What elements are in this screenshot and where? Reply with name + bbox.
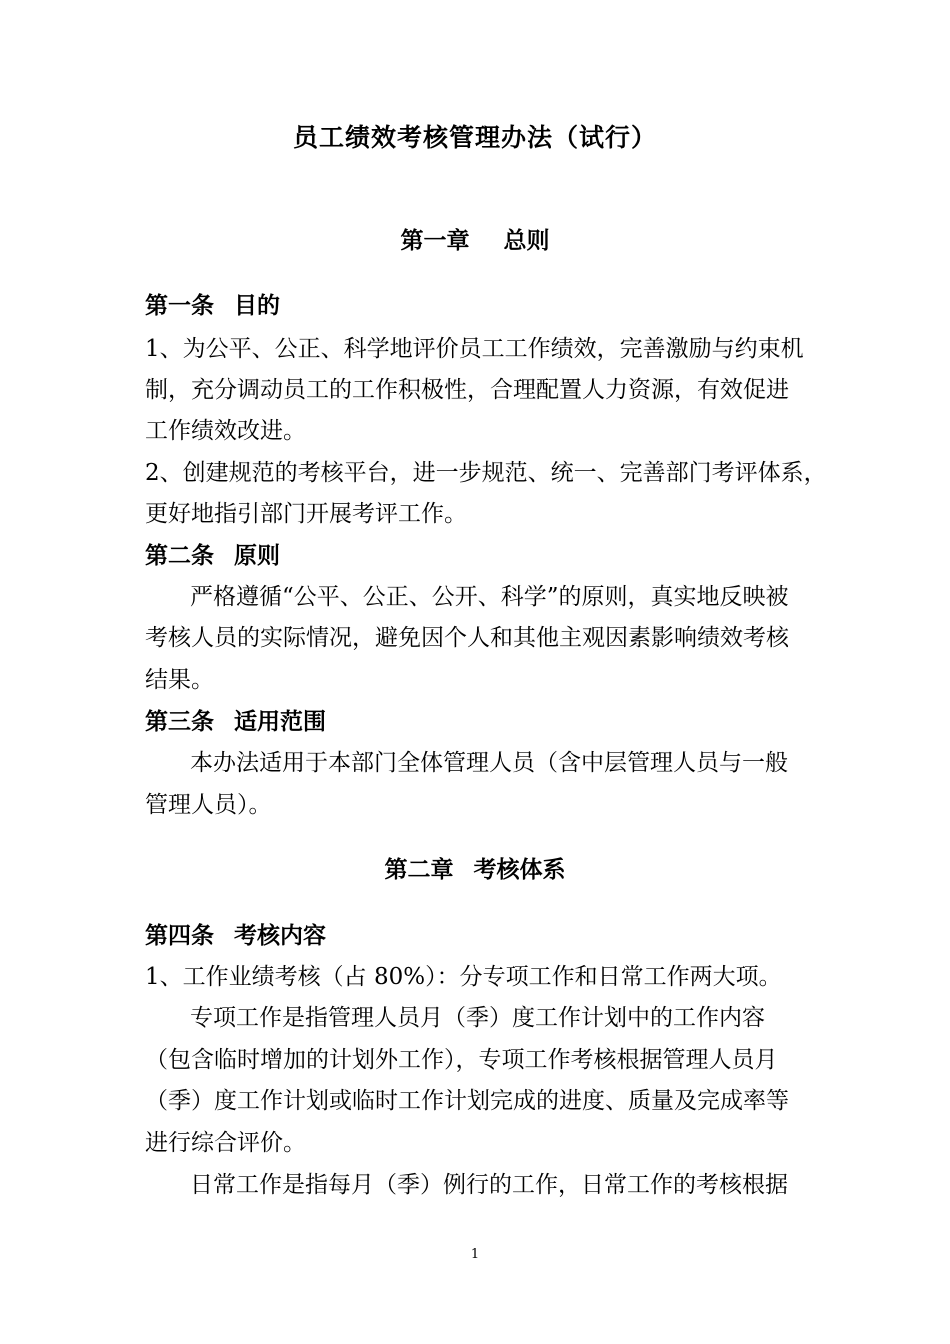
article-1-line: 更好地指引部门开展考评工作。 bbox=[145, 501, 467, 527]
article-4-name: 考核内容 bbox=[234, 922, 326, 949]
article-1-line: 制，充分调动员工的工作积极性，合理配置人力资源，有效促进 bbox=[145, 377, 789, 403]
article-2-line: 严格遵循“公平、公正、公开、科学”的原则，真实地反映被 bbox=[190, 584, 789, 610]
article-3-line: 本办法适用于本部门全体管理人员（含中层管理人员与一般 bbox=[190, 750, 788, 776]
chapter-2-name: 考核体系 bbox=[473, 856, 566, 883]
article-1-line: 2、创建规范的考核平台，进一步规范、统一、完善部门考评体系， bbox=[145, 460, 827, 486]
article-4-line: 专项工作是指管理人员月（季）度工作计划中的工作内容 bbox=[190, 1005, 765, 1031]
article-1-number: 第一条 bbox=[145, 292, 214, 319]
chapter-1-number: 第一章 bbox=[400, 227, 470, 254]
article-3-line: 管理人员）。 bbox=[145, 792, 272, 818]
article-2-heading bbox=[145, 537, 280, 570]
article-3-name: 适用范围 bbox=[234, 708, 326, 735]
article-2-name: 原则 bbox=[234, 542, 280, 569]
article-2-line: 考核人员的实际情况，避免因个人和其他主观因素影响绩效考核 bbox=[145, 625, 789, 651]
page-number: 1 bbox=[470, 1247, 480, 1262]
chapter-2-heading bbox=[0, 851, 950, 884]
article-4-heading bbox=[145, 917, 326, 950]
article-3-heading bbox=[145, 703, 326, 736]
article-4-line: （季）度工作计划或临时工作计划完成的进度、质量及完成率等 bbox=[145, 1088, 789, 1114]
document-title: 员工绩效考核管理办法（试行） bbox=[292, 123, 657, 152]
article-1-line: 工作绩效改进。 bbox=[145, 418, 306, 444]
article-4-number: 第四条 bbox=[145, 922, 214, 949]
article-2-number: 第二条 bbox=[145, 542, 214, 569]
article-4-line: 日常工作是指每月（季）例行的工作，日常工作的考核根据 bbox=[190, 1172, 788, 1198]
article-1-name: 目的 bbox=[234, 292, 280, 319]
article-4-line: 1、工作业绩考核（占 80%）：分专项工作和日常工作两大项。 bbox=[145, 964, 782, 990]
chapter-2-number: 第二章 bbox=[384, 856, 454, 883]
article-4-line: 进行综合评价。 bbox=[145, 1130, 306, 1156]
article-2-line: 结果。 bbox=[145, 667, 214, 693]
chapter-1-heading bbox=[0, 222, 950, 255]
article-3-number: 第三条 bbox=[145, 708, 214, 735]
article-4-line: （包含临时增加的计划外工作），专项工作考核根据管理人员月 bbox=[145, 1047, 778, 1073]
chapter-1-name: 总则 bbox=[503, 227, 550, 254]
article-1-heading bbox=[145, 287, 280, 320]
article-1-line: 1、为公平、公正、科学地评价员工工作绩效，完善激励与约束机 bbox=[145, 336, 804, 362]
